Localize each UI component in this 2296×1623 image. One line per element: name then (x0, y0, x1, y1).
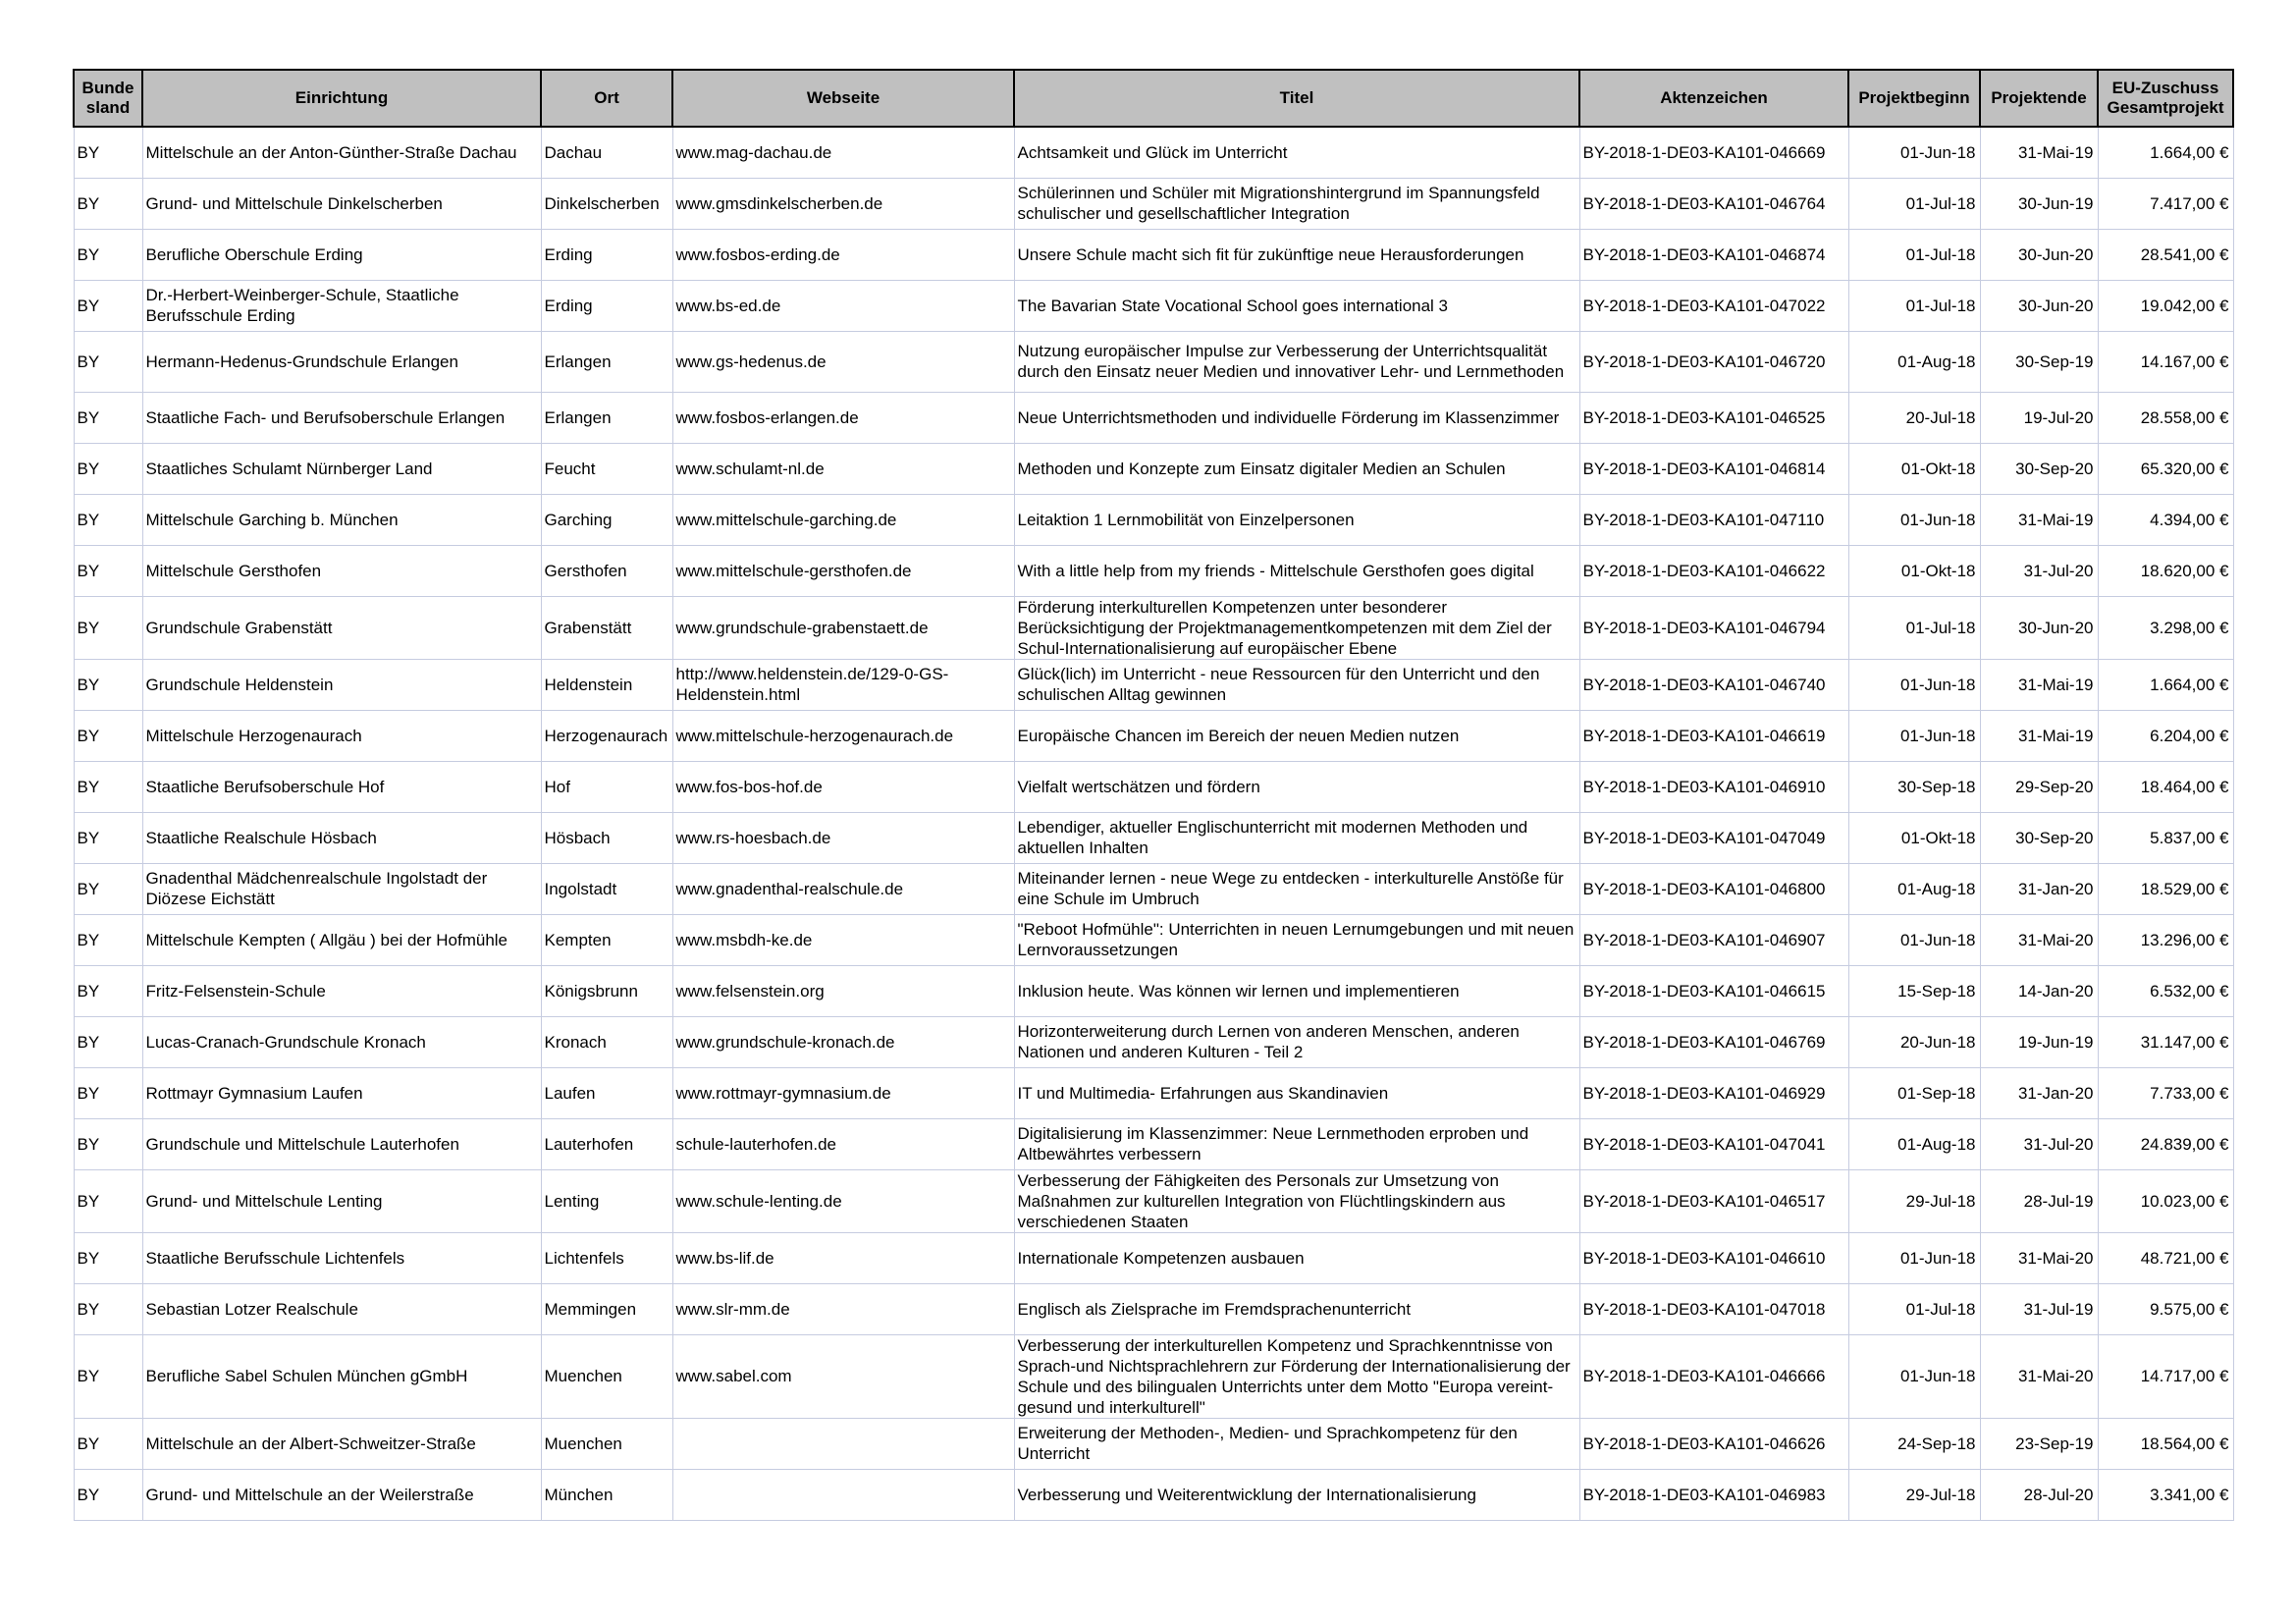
cell-ort: Gersthofen (541, 545, 672, 596)
cell-einrichtung: Grundschule und Mittelschule Lauterhofen (142, 1118, 541, 1169)
cell-zuschuss: 14.167,00 € (2098, 331, 2233, 392)
cell-bundesland: BY (74, 178, 142, 229)
cell-projektbeginn: 01-Okt-18 (1848, 443, 1980, 494)
cell-projektbeginn: 01-Jul-18 (1848, 1283, 1980, 1334)
table-row (74, 710, 2233, 761)
cell-projektende: 19-Jul-20 (1980, 392, 2098, 443)
cell-einrichtung: Grundschule Grabenstätt (142, 596, 541, 659)
cell-projektende: 31-Mai-20 (1980, 1334, 2098, 1418)
cell-bundesland: BY (74, 494, 142, 545)
table-row (74, 392, 2233, 443)
cell-zuschuss: 7.417,00 € (2098, 178, 2233, 229)
cell-ort: Lichtenfels (541, 1232, 672, 1283)
cell-projektende: 30-Jun-19 (1980, 178, 2098, 229)
cell-ort: Lenting (541, 1169, 672, 1232)
cell-einrichtung: Hermann-Hedenus-Grundschule Erlangen (142, 331, 541, 392)
cell-zuschuss: 28.541,00 € (2098, 229, 2233, 280)
cell-webseite (672, 1418, 1014, 1469)
cell-zuschuss: 3.341,00 € (2098, 1469, 2233, 1520)
header-ort: Ort (541, 70, 672, 127)
table-row (74, 545, 2233, 596)
cell-webseite: www.bs-ed.de (672, 280, 1014, 331)
cell-einrichtung: Dr.-Herbert-Weinberger-Schule, Staatliche Berufsschule Erding (142, 280, 541, 331)
cell-zuschuss: 4.394,00 € (2098, 494, 2233, 545)
table-row (74, 863, 2233, 914)
cell-webseite: www.schulamt-nl.de (672, 443, 1014, 494)
cell-aktenzeichen: BY-2018-1-DE03-KA101-046740 (1579, 659, 1848, 710)
cell-webseite: www.sabel.com (672, 1334, 1014, 1418)
cell-titel: Lebendiger, aktueller Englischunterricht mit modernen Methoden und aktuellen Inhalten (1014, 812, 1579, 863)
cell-bundesland: BY (74, 1169, 142, 1232)
cell-einrichtung: Berufliche Sabel Schulen München gGmbH (142, 1334, 541, 1418)
cell-webseite: www.mittelschule-herzogenaurach.de (672, 710, 1014, 761)
table-row (74, 331, 2233, 392)
cell-bundesland: BY (74, 1334, 142, 1418)
cell-projektbeginn: 15-Sep-18 (1848, 965, 1980, 1016)
cell-projektende: 28-Jul-19 (1980, 1169, 2098, 1232)
cell-aktenzeichen: BY-2018-1-DE03-KA101-046800 (1579, 863, 1848, 914)
cell-titel: Nutzung europäischer Impulse zur Verbesserung der Unterrichtsqualität durch den Einsatz neuer Medien und innovativer Lehr- und Lernmethoden (1014, 331, 1579, 392)
cell-aktenzeichen: BY-2018-1-DE03-KA101-046764 (1579, 178, 1848, 229)
cell-projektende: 31-Mai-20 (1980, 1232, 2098, 1283)
cell-einrichtung: Staatliche Fach- und Berufsoberschule Erlangen (142, 392, 541, 443)
cell-einrichtung: Grundschule Heldenstein (142, 659, 541, 710)
cell-aktenzeichen: BY-2018-1-DE03-KA101-047018 (1579, 1283, 1848, 1334)
cell-zuschuss: 18.564,00 € (2098, 1418, 2233, 1469)
cell-bundesland: BY (74, 1067, 142, 1118)
cell-projektende: 30-Sep-20 (1980, 443, 2098, 494)
cell-bundesland: BY (74, 1418, 142, 1469)
cell-aktenzeichen: BY-2018-1-DE03-KA101-046622 (1579, 545, 1848, 596)
cell-webseite: http://www.heldenstein.de/129-0-GS-Heldenstein.html (672, 659, 1014, 710)
cell-bundesland: BY (74, 1016, 142, 1067)
table-row (74, 229, 2233, 280)
cell-projektbeginn: 01-Jul-18 (1848, 229, 1980, 280)
cell-titel: Unsere Schule macht sich fit für zukünftige neue Herausforderungen (1014, 229, 1579, 280)
cell-titel: Vielfalt wertschätzen und fördern (1014, 761, 1579, 812)
cell-projektbeginn: 01-Jun-18 (1848, 1334, 1980, 1418)
cell-ort: Memmingen (541, 1283, 672, 1334)
cell-bundesland: BY (74, 1283, 142, 1334)
table-row (74, 494, 2233, 545)
cell-titel: Verbesserung der Fähigkeiten des Personals zur Umsetzung von Maßnahmen zur kulturellen Integration von Flüchtlingskindern aus verschiedenen Staaten (1014, 1169, 1579, 1232)
cell-titel: The Bavarian State Vocational School goes international 3 (1014, 280, 1579, 331)
cell-zuschuss: 19.042,00 € (2098, 280, 2233, 331)
cell-webseite: www.felsenstein.org (672, 965, 1014, 1016)
cell-titel: Erweiterung der Methoden-, Medien- und Sprachkompetenz für den Unterricht (1014, 1418, 1579, 1469)
cell-bundesland: BY (74, 659, 142, 710)
cell-aktenzeichen: BY-2018-1-DE03-KA101-046720 (1579, 331, 1848, 392)
cell-zuschuss: 1.664,00 € (2098, 659, 2233, 710)
cell-ort: Garching (541, 494, 672, 545)
cell-einrichtung: Mittelschule Kempten ( Allgäu ) bei der Hofmühle (142, 914, 541, 965)
cell-projektende: 31-Jan-20 (1980, 1067, 2098, 1118)
cell-ort: Kempten (541, 914, 672, 965)
cell-titel: Schülerinnen und Schüler mit Migrationshintergrund im Spannungsfeld schulischer und gesellschaftlicher Integration (1014, 178, 1579, 229)
cell-einrichtung: Grund- und Mittelschule an der Weilerstraße (142, 1469, 541, 1520)
cell-ort: Erding (541, 229, 672, 280)
header-titel: Titel (1014, 70, 1579, 127)
table-row (74, 1232, 2233, 1283)
cell-webseite: www.fos-bos-hof.de (672, 761, 1014, 812)
table-row (74, 1334, 2233, 1418)
cell-aktenzeichen: BY-2018-1-DE03-KA101-046619 (1579, 710, 1848, 761)
header-aktenzeichen: Aktenzeichen (1579, 70, 1848, 127)
cell-ort: Erlangen (541, 331, 672, 392)
cell-einrichtung: Staatliche Berufsschule Lichtenfels (142, 1232, 541, 1283)
cell-titel: Glück(lich) im Unterricht - neue Ressourcen für den Unterricht und den schulischen Alltag gewinnen (1014, 659, 1579, 710)
cell-projektbeginn: 29-Jul-18 (1848, 1469, 1980, 1520)
cell-webseite: www.mag-dachau.de (672, 127, 1014, 178)
cell-webseite: www.slr-mm.de (672, 1283, 1014, 1334)
cell-projektende: 23-Sep-19 (1980, 1418, 2098, 1469)
table-row (74, 1283, 2233, 1334)
cell-projektbeginn: 01-Jul-18 (1848, 178, 1980, 229)
cell-einrichtung: Mittelschule an der Albert-Schweitzer-Straße (142, 1418, 541, 1469)
cell-zuschuss: 65.320,00 € (2098, 443, 2233, 494)
cell-zuschuss: 13.296,00 € (2098, 914, 2233, 965)
cell-projektende: 31-Mai-19 (1980, 710, 2098, 761)
cell-ort: Muenchen (541, 1334, 672, 1418)
cell-webseite: www.msbdh-ke.de (672, 914, 1014, 965)
cell-titel: Leitaktion 1 Lernmobilität von Einzelpersonen (1014, 494, 1579, 545)
cell-projektbeginn: 20-Jun-18 (1848, 1016, 1980, 1067)
cell-titel: Achtsamkeit und Glück im Unterricht (1014, 127, 1579, 178)
cell-bundesland: BY (74, 229, 142, 280)
cell-ort: München (541, 1469, 672, 1520)
cell-einrichtung: Mittelschule Gersthofen (142, 545, 541, 596)
cell-aktenzeichen: BY-2018-1-DE03-KA101-046626 (1579, 1418, 1848, 1469)
table-row (74, 1016, 2233, 1067)
cell-bundesland: BY (74, 812, 142, 863)
table-row (74, 1469, 2233, 1520)
cell-webseite: www.mittelschule-garching.de (672, 494, 1014, 545)
cell-projektbeginn: 30-Sep-18 (1848, 761, 1980, 812)
cell-aktenzeichen: BY-2018-1-DE03-KA101-046610 (1579, 1232, 1848, 1283)
cell-ort: Dinkelscherben (541, 178, 672, 229)
cell-ort: Feucht (541, 443, 672, 494)
cell-ort: Erlangen (541, 392, 672, 443)
cell-webseite: schule-lauterhofen.de (672, 1118, 1014, 1169)
cell-ort: Herzogenaurach (541, 710, 672, 761)
table-body (74, 127, 2233, 1520)
cell-einrichtung: Gnadenthal Mädchenrealschule Ingolstadt der Diözese Eichstätt (142, 863, 541, 914)
cell-einrichtung: Grund- und Mittelschule Lenting (142, 1169, 541, 1232)
table-row (74, 812, 2233, 863)
cell-zuschuss: 18.620,00 € (2098, 545, 2233, 596)
header-row (74, 70, 2233, 127)
cell-projektende: 30-Jun-20 (1980, 229, 2098, 280)
cell-projektende: 29-Sep-20 (1980, 761, 2098, 812)
cell-zuschuss: 3.298,00 € (2098, 596, 2233, 659)
cell-einrichtung: Mittelschule an der Anton-Günther-Straße Dachau (142, 127, 541, 178)
cell-projektende: 19-Jun-19 (1980, 1016, 2098, 1067)
cell-projektbeginn: 01-Jun-18 (1848, 494, 1980, 545)
cell-aktenzeichen: BY-2018-1-DE03-KA101-046769 (1579, 1016, 1848, 1067)
cell-titel: Neue Unterrichtsmethoden und individuelle Förderung im Klassenzimmer (1014, 392, 1579, 443)
cell-aktenzeichen: BY-2018-1-DE03-KA101-047022 (1579, 280, 1848, 331)
cell-aktenzeichen: BY-2018-1-DE03-KA101-046666 (1579, 1334, 1848, 1418)
cell-ort: Muenchen (541, 1418, 672, 1469)
table-row (74, 965, 2233, 1016)
cell-webseite: www.bs-lif.de (672, 1232, 1014, 1283)
table-row (74, 596, 2233, 659)
cell-aktenzeichen: BY-2018-1-DE03-KA101-046794 (1579, 596, 1848, 659)
cell-einrichtung: Staatliche Berufsoberschule Hof (142, 761, 541, 812)
cell-projektbeginn: 01-Jun-18 (1848, 710, 1980, 761)
cell-projektbeginn: 01-Jun-18 (1848, 914, 1980, 965)
table-row (74, 761, 2233, 812)
header-projektende: Projektende (1980, 70, 2098, 127)
cell-projektende: 30-Jun-20 (1980, 596, 2098, 659)
cell-webseite: www.rs-hoesbach.de (672, 812, 1014, 863)
cell-bundesland: BY (74, 965, 142, 1016)
cell-projektbeginn: 01-Aug-18 (1848, 331, 1980, 392)
cell-projektende: 30-Jun-20 (1980, 280, 2098, 331)
cell-zuschuss: 7.733,00 € (2098, 1067, 2233, 1118)
cell-titel: Englisch als Zielsprache im Fremdsprachenunterricht (1014, 1283, 1579, 1334)
cell-ort: Hösbach (541, 812, 672, 863)
cell-zuschuss: 24.839,00 € (2098, 1118, 2233, 1169)
cell-bundesland: BY (74, 1469, 142, 1520)
cell-einrichtung: Berufliche Oberschule Erding (142, 229, 541, 280)
cell-ort: Königsbrunn (541, 965, 672, 1016)
cell-titel: Europäische Chancen im Bereich der neuen Medien nutzen (1014, 710, 1579, 761)
cell-einrichtung: Lucas-Cranach-Grundschule Kronach (142, 1016, 541, 1067)
header-bundesland: Bunde sland (74, 70, 142, 127)
cell-bundesland: BY (74, 1118, 142, 1169)
cell-projektbeginn: 01-Jun-18 (1848, 127, 1980, 178)
cell-webseite: www.gs-hedenus.de (672, 331, 1014, 392)
cell-einrichtung: Mittelschule Garching b. München (142, 494, 541, 545)
cell-aktenzeichen: BY-2018-1-DE03-KA101-046929 (1579, 1067, 1848, 1118)
cell-zuschuss: 10.023,00 € (2098, 1169, 2233, 1232)
cell-bundesland: BY (74, 127, 142, 178)
cell-zuschuss: 18.529,00 € (2098, 863, 2233, 914)
cell-projektbeginn: 01-Sep-18 (1848, 1067, 1980, 1118)
cell-ort: Erding (541, 280, 672, 331)
cell-projektbeginn: 20-Jul-18 (1848, 392, 1980, 443)
cell-projektende: 31-Mai-19 (1980, 127, 2098, 178)
cell-titel: With a little help from my friends - Mittelschule Gersthofen goes digital (1014, 545, 1579, 596)
cell-ort: Dachau (541, 127, 672, 178)
cell-projektende: 31-Mai-20 (1980, 914, 2098, 965)
cell-aktenzeichen: BY-2018-1-DE03-KA101-047110 (1579, 494, 1848, 545)
cell-titel: Internationale Kompetenzen ausbauen (1014, 1232, 1579, 1283)
cell-projektbeginn: 01-Aug-18 (1848, 863, 1980, 914)
cell-webseite: www.mittelschule-gersthofen.de (672, 545, 1014, 596)
cell-einrichtung: Staatliche Realschule Hösbach (142, 812, 541, 863)
cell-titel: "Reboot Hofmühle": Unterrichten in neuen Lernumgebungen und mit neuen Lernvoraussetzungen (1014, 914, 1579, 965)
cell-zuschuss: 31.147,00 € (2098, 1016, 2233, 1067)
cell-aktenzeichen: BY-2018-1-DE03-KA101-046874 (1579, 229, 1848, 280)
cell-aktenzeichen: BY-2018-1-DE03-KA101-046669 (1579, 127, 1848, 178)
cell-bundesland: BY (74, 280, 142, 331)
cell-webseite: www.gnadenthal-realschule.de (672, 863, 1014, 914)
cell-projektende: 31-Jul-20 (1980, 545, 2098, 596)
cell-zuschuss: 6.532,00 € (2098, 965, 2233, 1016)
cell-bundesland: BY (74, 392, 142, 443)
cell-bundesland: BY (74, 863, 142, 914)
cell-projektbeginn: 01-Aug-18 (1848, 1118, 1980, 1169)
cell-zuschuss: 28.558,00 € (2098, 392, 2233, 443)
cell-aktenzeichen: BY-2018-1-DE03-KA101-046517 (1579, 1169, 1848, 1232)
cell-zuschuss: 14.717,00 € (2098, 1334, 2233, 1418)
cell-aktenzeichen: BY-2018-1-DE03-KA101-046525 (1579, 392, 1848, 443)
project-table (73, 69, 2234, 1521)
cell-titel: Horizonterweiterung durch Lernen von anderen Menschen, anderen Nationen und anderen Kulturen - Teil 2 (1014, 1016, 1579, 1067)
cell-titel: Methoden und Konzepte zum Einsatz digitaler Medien an Schulen (1014, 443, 1579, 494)
cell-webseite: www.grundschule-kronach.de (672, 1016, 1014, 1067)
header-projektbeginn: Projektbeginn (1848, 70, 1980, 127)
cell-projektende: 28-Jul-20 (1980, 1469, 2098, 1520)
cell-webseite: www.rottmayr-gymnasium.de (672, 1067, 1014, 1118)
cell-zuschuss: 1.664,00 € (2098, 127, 2233, 178)
cell-projektbeginn: 01-Jun-18 (1848, 1232, 1980, 1283)
table-row (74, 1067, 2233, 1118)
cell-titel: Verbesserung der interkulturellen Kompetenz und Sprachkenntnisse von Sprach-und Nichtsprachlehrern zur Förderung der Internationalisierung der Schule und des bilingualen Unterrichts unter dem Motto "Europa vereint-gesund und interkulturell" (1014, 1334, 1579, 1418)
cell-bundesland: BY (74, 331, 142, 392)
cell-zuschuss: 48.721,00 € (2098, 1232, 2233, 1283)
table-row (74, 1418, 2233, 1469)
cell-einrichtung: Sebastian Lotzer Realschule (142, 1283, 541, 1334)
cell-einrichtung: Staatliches Schulamt Nürnberger Land (142, 443, 541, 494)
header-zuschuss: EU-Zuschuss Gesamtprojekt (2098, 70, 2233, 127)
cell-ort: Lauterhofen (541, 1118, 672, 1169)
table-row (74, 127, 2233, 178)
cell-projektbeginn: 24-Sep-18 (1848, 1418, 1980, 1469)
cell-webseite: www.grundschule-grabenstaett.de (672, 596, 1014, 659)
cell-einrichtung: Grund- und Mittelschule Dinkelscherben (142, 178, 541, 229)
cell-titel: Verbesserung und Weiterentwicklung der Internationalisierung (1014, 1469, 1579, 1520)
cell-aktenzeichen: BY-2018-1-DE03-KA101-046910 (1579, 761, 1848, 812)
cell-webseite: www.fosbos-erding.de (672, 229, 1014, 280)
cell-ort: Laufen (541, 1067, 672, 1118)
cell-bundesland: BY (74, 761, 142, 812)
cell-projektende: 14-Jan-20 (1980, 965, 2098, 1016)
cell-projektende: 31-Mai-19 (1980, 659, 2098, 710)
header-webseite: Webseite (672, 70, 1014, 127)
cell-projektende: 30-Sep-19 (1980, 331, 2098, 392)
cell-projektbeginn: 01-Jul-18 (1848, 280, 1980, 331)
cell-aktenzeichen: BY-2018-1-DE03-KA101-046983 (1579, 1469, 1848, 1520)
cell-projektbeginn: 29-Jul-18 (1848, 1169, 1980, 1232)
cell-aktenzeichen: BY-2018-1-DE03-KA101-047049 (1579, 812, 1848, 863)
table-row (74, 659, 2233, 710)
cell-einrichtung: Mittelschule Herzogenaurach (142, 710, 541, 761)
cell-titel: Digitalisierung im Klassenzimmer: Neue Lernmethoden erproben und Altbewährtes verbessern (1014, 1118, 1579, 1169)
cell-ort: Heldenstein (541, 659, 672, 710)
cell-zuschuss: 5.837,00 € (2098, 812, 2233, 863)
cell-projektende: 31-Jul-19 (1980, 1283, 2098, 1334)
cell-webseite: www.fosbos-erlangen.de (672, 392, 1014, 443)
cell-titel: Inklusion heute. Was können wir lernen und implementieren (1014, 965, 1579, 1016)
cell-titel: IT und Multimedia- Erfahrungen aus Skandinavien (1014, 1067, 1579, 1118)
cell-aktenzeichen: BY-2018-1-DE03-KA101-046814 (1579, 443, 1848, 494)
header-einrichtung: Einrichtung (142, 70, 541, 127)
cell-bundesland: BY (74, 710, 142, 761)
cell-bundesland: BY (74, 914, 142, 965)
cell-bundesland: BY (74, 443, 142, 494)
cell-bundesland: BY (74, 1232, 142, 1283)
cell-aktenzeichen: BY-2018-1-DE03-KA101-047041 (1579, 1118, 1848, 1169)
cell-webseite (672, 1469, 1014, 1520)
table-row (74, 914, 2233, 965)
table-row (74, 178, 2233, 229)
cell-aktenzeichen: BY-2018-1-DE03-KA101-046907 (1579, 914, 1848, 965)
cell-titel: Förderung interkulturellen Kompetenzen unter besonderer Berücksichtigung der Projektmanagementkompetenzen mit dem Ziel der Schul-Internationalisierung auf europäischer Ebene (1014, 596, 1579, 659)
cell-bundesland: BY (74, 545, 142, 596)
cell-zuschuss: 18.464,00 € (2098, 761, 2233, 812)
cell-projektbeginn: 01-Okt-18 (1848, 812, 1980, 863)
cell-projektende: 31-Jul-20 (1980, 1118, 2098, 1169)
cell-ort: Ingolstadt (541, 863, 672, 914)
cell-zuschuss: 9.575,00 € (2098, 1283, 2233, 1334)
cell-einrichtung: Rottmayr Gymnasium Laufen (142, 1067, 541, 1118)
cell-projektende: 31-Mai-19 (1980, 494, 2098, 545)
table-row (74, 1169, 2233, 1232)
cell-projektende: 31-Jan-20 (1980, 863, 2098, 914)
cell-webseite: www.schule-lenting.de (672, 1169, 1014, 1232)
table-row (74, 443, 2233, 494)
cell-projektbeginn: 01-Jul-18 (1848, 596, 1980, 659)
cell-ort: Grabenstätt (541, 596, 672, 659)
cell-webseite: www.gmsdinkelscherben.de (672, 178, 1014, 229)
cell-bundesland: BY (74, 596, 142, 659)
cell-titel: Miteinander lernen - neue Wege zu entdecken - interkulturelle Anstöße für eine Schule im Umbruch (1014, 863, 1579, 914)
cell-projektende: 30-Sep-20 (1980, 812, 2098, 863)
cell-ort: Kronach (541, 1016, 672, 1067)
table-row (74, 1118, 2233, 1169)
table-row (74, 280, 2233, 331)
cell-einrichtung: Fritz-Felsenstein-Schule (142, 965, 541, 1016)
cell-projektbeginn: 01-Okt-18 (1848, 545, 1980, 596)
cell-aktenzeichen: BY-2018-1-DE03-KA101-046615 (1579, 965, 1848, 1016)
cell-ort: Hof (541, 761, 672, 812)
cell-zuschuss: 6.204,00 € (2098, 710, 2233, 761)
cell-projektbeginn: 01-Jun-18 (1848, 659, 1980, 710)
